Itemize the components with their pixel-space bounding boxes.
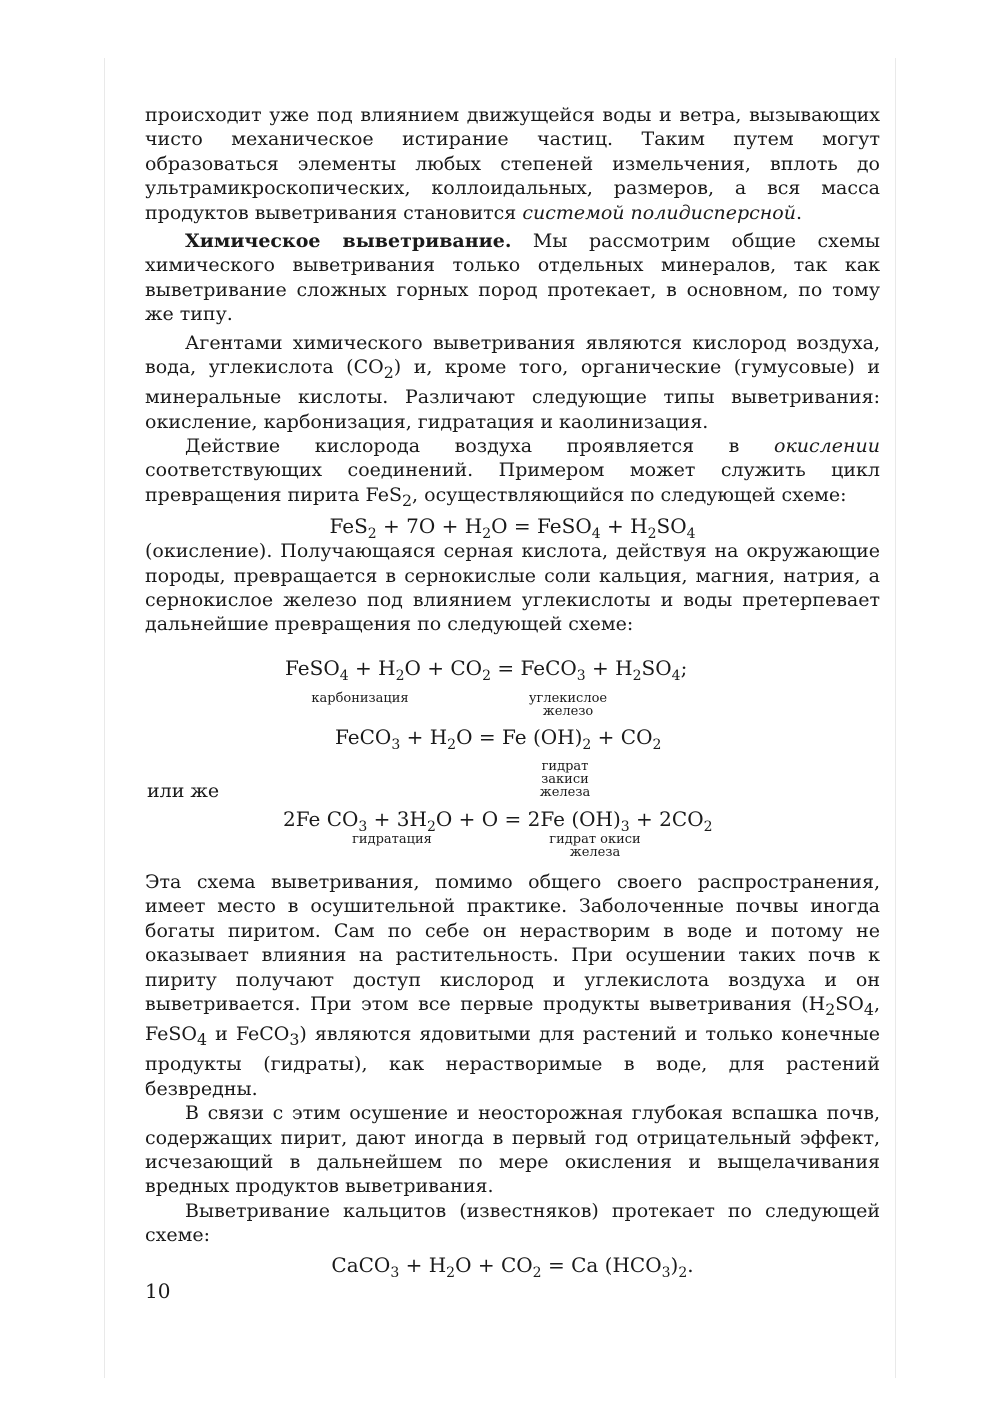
eq5-part: CaCO xyxy=(331,1252,391,1277)
paragraph-7 xyxy=(145,1101,880,1199)
paragraph-5 xyxy=(145,539,880,637)
eq4-part: 3 xyxy=(620,819,630,835)
para6-text-a: Эта схема выветривания, помимо общего своего распространения, имеет место в осушительной практике. Заболоченные почвы иногда богаты пиритом. Сам по себе он нерастворим в воде и потому не оказывает влияния на растительность. При осушении таких почв к пириту получают доступ кислород и углекислота воздуха и он выветривается. При этом все первые продукты выветривания (H xyxy=(145,871,880,1016)
eq5-part: ) xyxy=(670,1252,679,1277)
eq5-part: . xyxy=(687,1252,694,1277)
label-carbonization: карбонизация xyxy=(311,691,409,706)
eq3-part: 2 xyxy=(652,737,662,753)
eq1-part: 4 xyxy=(591,526,601,543)
text-block-top xyxy=(145,103,880,637)
para4-subscript: 2 xyxy=(401,490,413,510)
eq3-part: + CO xyxy=(591,725,653,749)
para6-text-c: , FeSO xyxy=(145,993,880,1046)
eq2-part: 2 xyxy=(395,668,405,684)
para2-text: Мы рассмотрим общие схемы химического выветривания только отдельных минералов, так как выветривание сложных горных пород протекает, в основном, по тому же типу. xyxy=(145,230,880,326)
equation-2 xyxy=(285,656,688,684)
label-iron-carbonate: углекислое железо xyxy=(528,691,608,719)
paragraph-3 xyxy=(145,331,880,434)
eq2-part: 4 xyxy=(671,668,681,684)
page-edge-left xyxy=(104,58,105,1378)
eq3-part: 3 xyxy=(391,737,401,753)
eq2-part: 2 xyxy=(482,668,491,684)
eq4-part: 2Fe CO xyxy=(283,807,359,831)
eq4-part: O + O = 2Fe (OH) xyxy=(435,807,621,831)
eq5-part: 2 xyxy=(446,1264,456,1281)
eq4-part: 2 xyxy=(426,819,436,835)
paragraph-6 xyxy=(145,870,880,1101)
eq2-part: SO xyxy=(641,656,672,680)
eq2-part: 2 xyxy=(632,668,642,684)
para1-emphasis: системой полидисперсной xyxy=(522,201,796,224)
eq1-part: FeS xyxy=(329,514,368,539)
para4-text-a: Действие кислорода воздуха проявляется в xyxy=(185,435,774,458)
equation-4 xyxy=(283,807,713,835)
eq5-part: O + CO xyxy=(455,1252,533,1277)
para4-text-c: , осуществляющийся по следующей схеме: xyxy=(412,483,847,506)
para6-sub-2: 4 xyxy=(863,999,874,1019)
section-heading: Химическое выветривание. xyxy=(185,230,512,253)
eq4-part: + 3H xyxy=(367,807,427,831)
eq3-part: 2 xyxy=(582,737,592,753)
eq5-part: 2 xyxy=(532,1264,542,1281)
para4-text-b: соответствующих соединений. Примером может служить цикл превращения пирита FeS xyxy=(145,459,880,506)
eq1-part: + H xyxy=(600,514,648,539)
eq5-part: + H xyxy=(399,1252,447,1277)
equation-3 xyxy=(335,725,662,753)
eq2-part: O + CO xyxy=(404,656,483,680)
para6-text-b: SO xyxy=(835,993,864,1016)
eq5-part: 3 xyxy=(661,1264,671,1281)
eq4-part: + 2CO xyxy=(629,807,704,831)
page-content xyxy=(145,103,880,637)
paragraph-2 xyxy=(145,229,880,327)
ili-zhe-text: или же xyxy=(147,780,220,802)
eq5-part: 3 xyxy=(390,1264,400,1281)
paragraph-4 xyxy=(145,434,880,513)
eq2-part: ; xyxy=(680,656,688,680)
para5-text: (окисление). Получающаяся серная кислота, действуя на окружающие породы, превращается в сернокислые соли кальция, магния, натрия, а сернокислое железо под влиянием углекислоты и воды претерпевает дальнейшие превращения по следующей схеме: xyxy=(145,540,880,636)
paragraph-8 xyxy=(145,1199,880,1248)
equation-5 xyxy=(145,1252,880,1281)
eq2-part: FeSO xyxy=(285,656,340,680)
eq4-part: 3 xyxy=(358,819,368,835)
para6-text-d: и FeCO xyxy=(207,1023,290,1046)
para3-text-b: ) и, кроме того, органические (гумусовые) и минеральные кислоты. Различают следующие типы выветривания: окисление, карбонизация, гидратация и каолинизация. xyxy=(145,356,880,433)
label-ferric-hydrate: гидрат окиси железа xyxy=(549,832,641,860)
label-ferrous-hydrate: гидрат закиси железа xyxy=(539,759,591,800)
para6-text-e: ) являются ядовитыми для растений и только конечные продукты (гидраты), как нерастворимые в воде, для растений безвредны. xyxy=(145,1023,880,1100)
para3-subscript: 2 xyxy=(383,362,394,382)
eq5-part: 2 xyxy=(678,1264,688,1281)
eq2-part: + H xyxy=(585,656,633,680)
eq3-part: + H xyxy=(400,725,448,749)
para6-sub-1: 2 xyxy=(825,999,836,1019)
label-hydration: гидратация xyxy=(352,832,432,847)
eq1-part: 2 xyxy=(647,526,657,543)
eq1-part: 4 xyxy=(686,526,696,543)
para6-sub-4: 3 xyxy=(289,1030,300,1050)
eq2-part: = FeCO xyxy=(490,656,577,680)
equation-1 xyxy=(145,513,880,543)
text-block-bottom xyxy=(145,870,880,1281)
eq2-part: + H xyxy=(348,656,396,680)
eq3-part: O = Fe (OH) xyxy=(456,725,583,749)
eq5-part: = Ca (HCO xyxy=(541,1252,662,1277)
eq2-part: 3 xyxy=(576,668,586,684)
para6-sub-3: 4 xyxy=(196,1030,208,1050)
eq2-part: 4 xyxy=(339,668,349,684)
para1-end: . xyxy=(795,201,803,224)
eq1-part: SO xyxy=(656,514,687,539)
eq1-part: + 7O + H xyxy=(376,514,483,539)
eq4-part: 2 xyxy=(703,819,713,835)
para3-text-a: Агентами химического выветривания являются кислород воздуха, вода, углекислота (CO xyxy=(145,331,880,379)
para8-text: Выветривание кальцитов (известняков) протекает по следующей схеме: xyxy=(145,1199,880,1247)
page-edge-right xyxy=(895,58,896,1378)
eq1-part: O = FeSO xyxy=(491,514,592,539)
paragraph-1 xyxy=(145,103,880,225)
para4-emphasis: окислении xyxy=(774,435,880,458)
para7-text: В связи с этим осушение и неосторожная глубокая вспашка почв, содержащих пирит, дают иногда в первый год отрицательный эффект, исчезающий в дальнейшем по мере окисления и выщелачивания вредных продуктов выветривания. xyxy=(145,1102,880,1198)
para1-text: происходит уже под влиянием движущейся воды и ветра, вызывающих чисто механическое истирание частиц. Таким путем могут образоваться элементы любых степеней измельчения, вплоть до ультрамикроскопических, коллоидальных, размеров, а вся масса продуктов выветривания становится xyxy=(145,104,880,224)
page-number: 10 xyxy=(145,1279,171,1303)
eq3-part: FeCO xyxy=(335,725,392,749)
eq1-part: 2 xyxy=(482,526,492,543)
eq1-part: 2 xyxy=(367,526,377,543)
eq3-part: 2 xyxy=(447,737,457,753)
